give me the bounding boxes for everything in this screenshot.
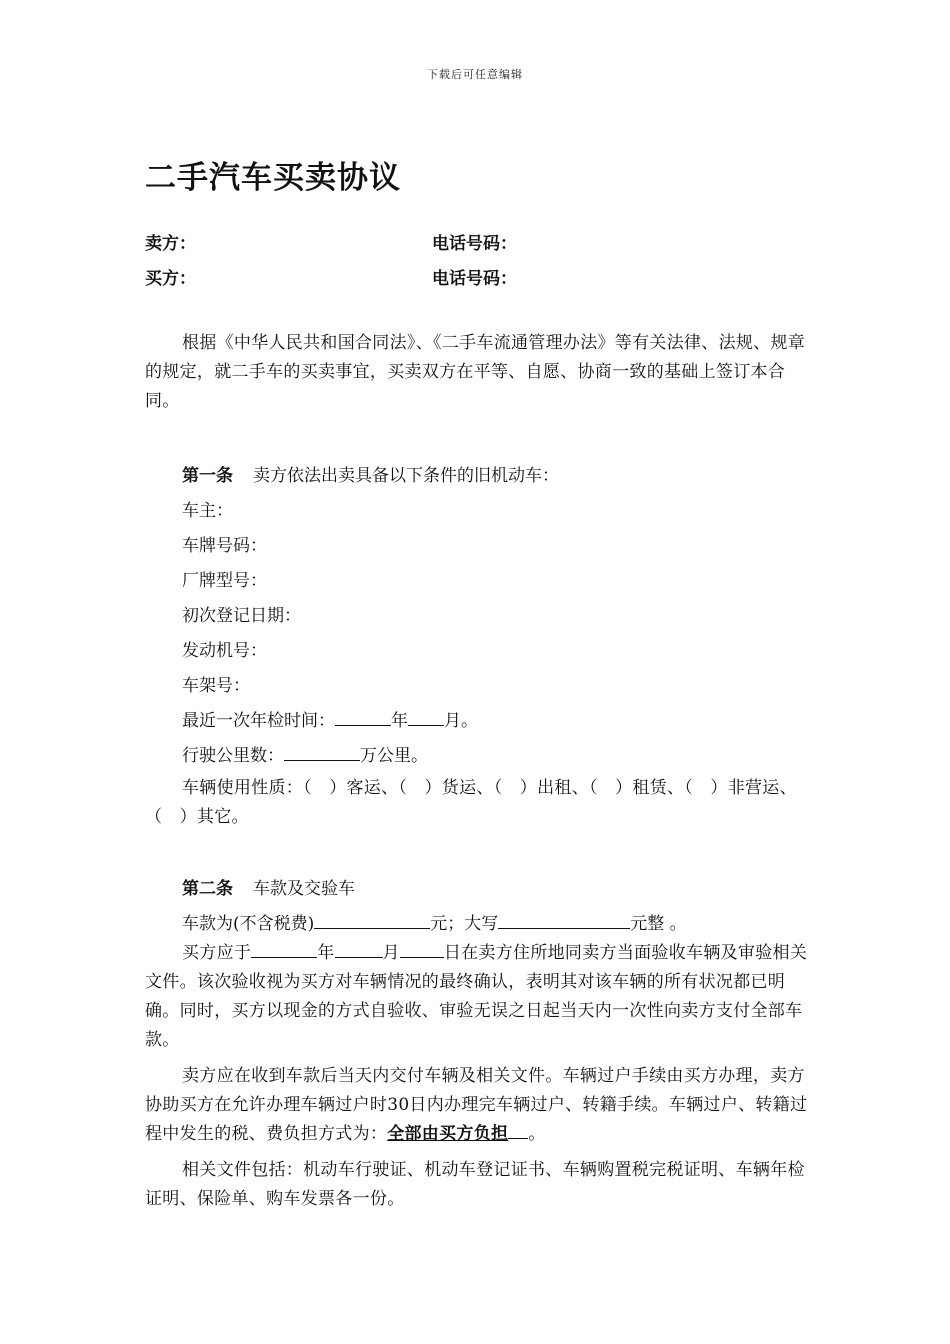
article1-number: 第一条 — [182, 466, 233, 486]
inspection-prefix: 买方应于 — [182, 943, 252, 963]
tax-burden-value: 全部由买方负担 — [387, 1124, 509, 1144]
price-field — [182, 909, 687, 934]
mileage-field — [182, 741, 428, 766]
model-field: 厂牌型号： — [182, 571, 267, 591]
plate-field: 车牌号码： — [182, 536, 267, 556]
mileage-blank[interactable] — [284, 744, 360, 761]
mileage-label: 行驶公里数： — [182, 746, 284, 766]
inspection-paragraph — [145, 939, 810, 1055]
delivery-month-unit: 月 — [382, 943, 400, 963]
engine-number-field: 发动机号： — [182, 641, 267, 661]
header-note: 下载后可任意编辑 — [427, 68, 523, 81]
buyer-label: 买方： — [145, 269, 196, 289]
documents-paragraph: 相关文件包括：机动车行驶证、机动车登记证书、车辆购置税完税证明、车辆年检证明、保险单、购车发票各一份。 — [145, 1160, 805, 1209]
price-number-blank[interactable] — [314, 912, 430, 929]
delivery-month-blank[interactable] — [335, 941, 383, 958]
usage-nature-field: 车辆使用性质：（ ）客运、（ ）货运、（ ）出租、（ ）租赁、（ ）非营运、（ ）其它。 — [145, 778, 797, 827]
inspection-month-unit: 月。 — [444, 711, 478, 731]
mileage-unit: 万公里。 — [360, 746, 428, 766]
price-label: 车款为(不含税费) — [182, 914, 315, 934]
delivery-day-blank[interactable] — [400, 941, 444, 958]
price-mid: 元；大写 — [430, 914, 499, 934]
inspection-month-blank[interactable] — [408, 709, 444, 726]
delivery-text: 卖方应在收到车款后当天内交付车辆及相关文件。车辆过户手续由买方办理，卖方协助买方在允许办理车辆过户时30日内办理完车辆过户、转籍手续。车辆过户、转籍过程中发生的税、费负担方式为： — [145, 1066, 808, 1144]
inspection-year-unit: 年 — [391, 711, 408, 731]
article2-title: 车款及交验车 — [253, 879, 355, 899]
buyer-phone-label: 电话号码： — [432, 269, 517, 289]
article1-title: 卖方依法出卖具备以下条件的旧机动车： — [253, 466, 559, 486]
inspection-year-blank[interactable] — [335, 709, 391, 726]
tax-burden-underline — [508, 1122, 528, 1139]
first-registration-field: 初次登记日期： — [182, 606, 301, 626]
price-words-blank[interactable] — [498, 912, 630, 929]
seller-row — [145, 229, 517, 254]
article2-number: 第二条 — [182, 879, 233, 899]
article2-heading — [182, 874, 355, 899]
delivery-year-blank[interactable] — [251, 941, 317, 958]
delivery-year-unit: 年 — [317, 943, 335, 963]
article1-heading — [182, 461, 559, 486]
intro-paragraph: 根据《中华人民共和国合同法》、《二手车流通管理办法》等有关法律、法规、规章的规定，就二手车的买卖事宜，买卖双方在平等、自愿、协商一致的基础上签订本合同。 — [145, 333, 806, 411]
owner-field: 车主： — [182, 501, 233, 521]
buyer-row — [145, 264, 517, 289]
delivery-end: 。 — [528, 1124, 546, 1144]
delivery-paragraph — [145, 1062, 810, 1149]
seller-phone-label: 电话号码： — [432, 234, 517, 254]
frame-number-field: 车架号： — [182, 676, 250, 696]
document-title: 二手汽车买卖协议 — [145, 160, 401, 196]
inspection-rest: 日在卖方住所地同卖方当面验收车辆及审验相关文件。该次验收视为买方对车辆情况的最终确认，表明其对该车辆的所有状况都已明确。同时，买方以现金的方式自验收、审验无误之日起当天内一次性向卖方支付全部车款。 — [145, 943, 808, 1050]
seller-label: 卖方： — [145, 234, 196, 254]
inspection-time-field — [182, 706, 478, 731]
inspection-label: 最近一次年检时间： — [182, 711, 335, 731]
price-suffix: 元整 。 — [630, 914, 687, 934]
